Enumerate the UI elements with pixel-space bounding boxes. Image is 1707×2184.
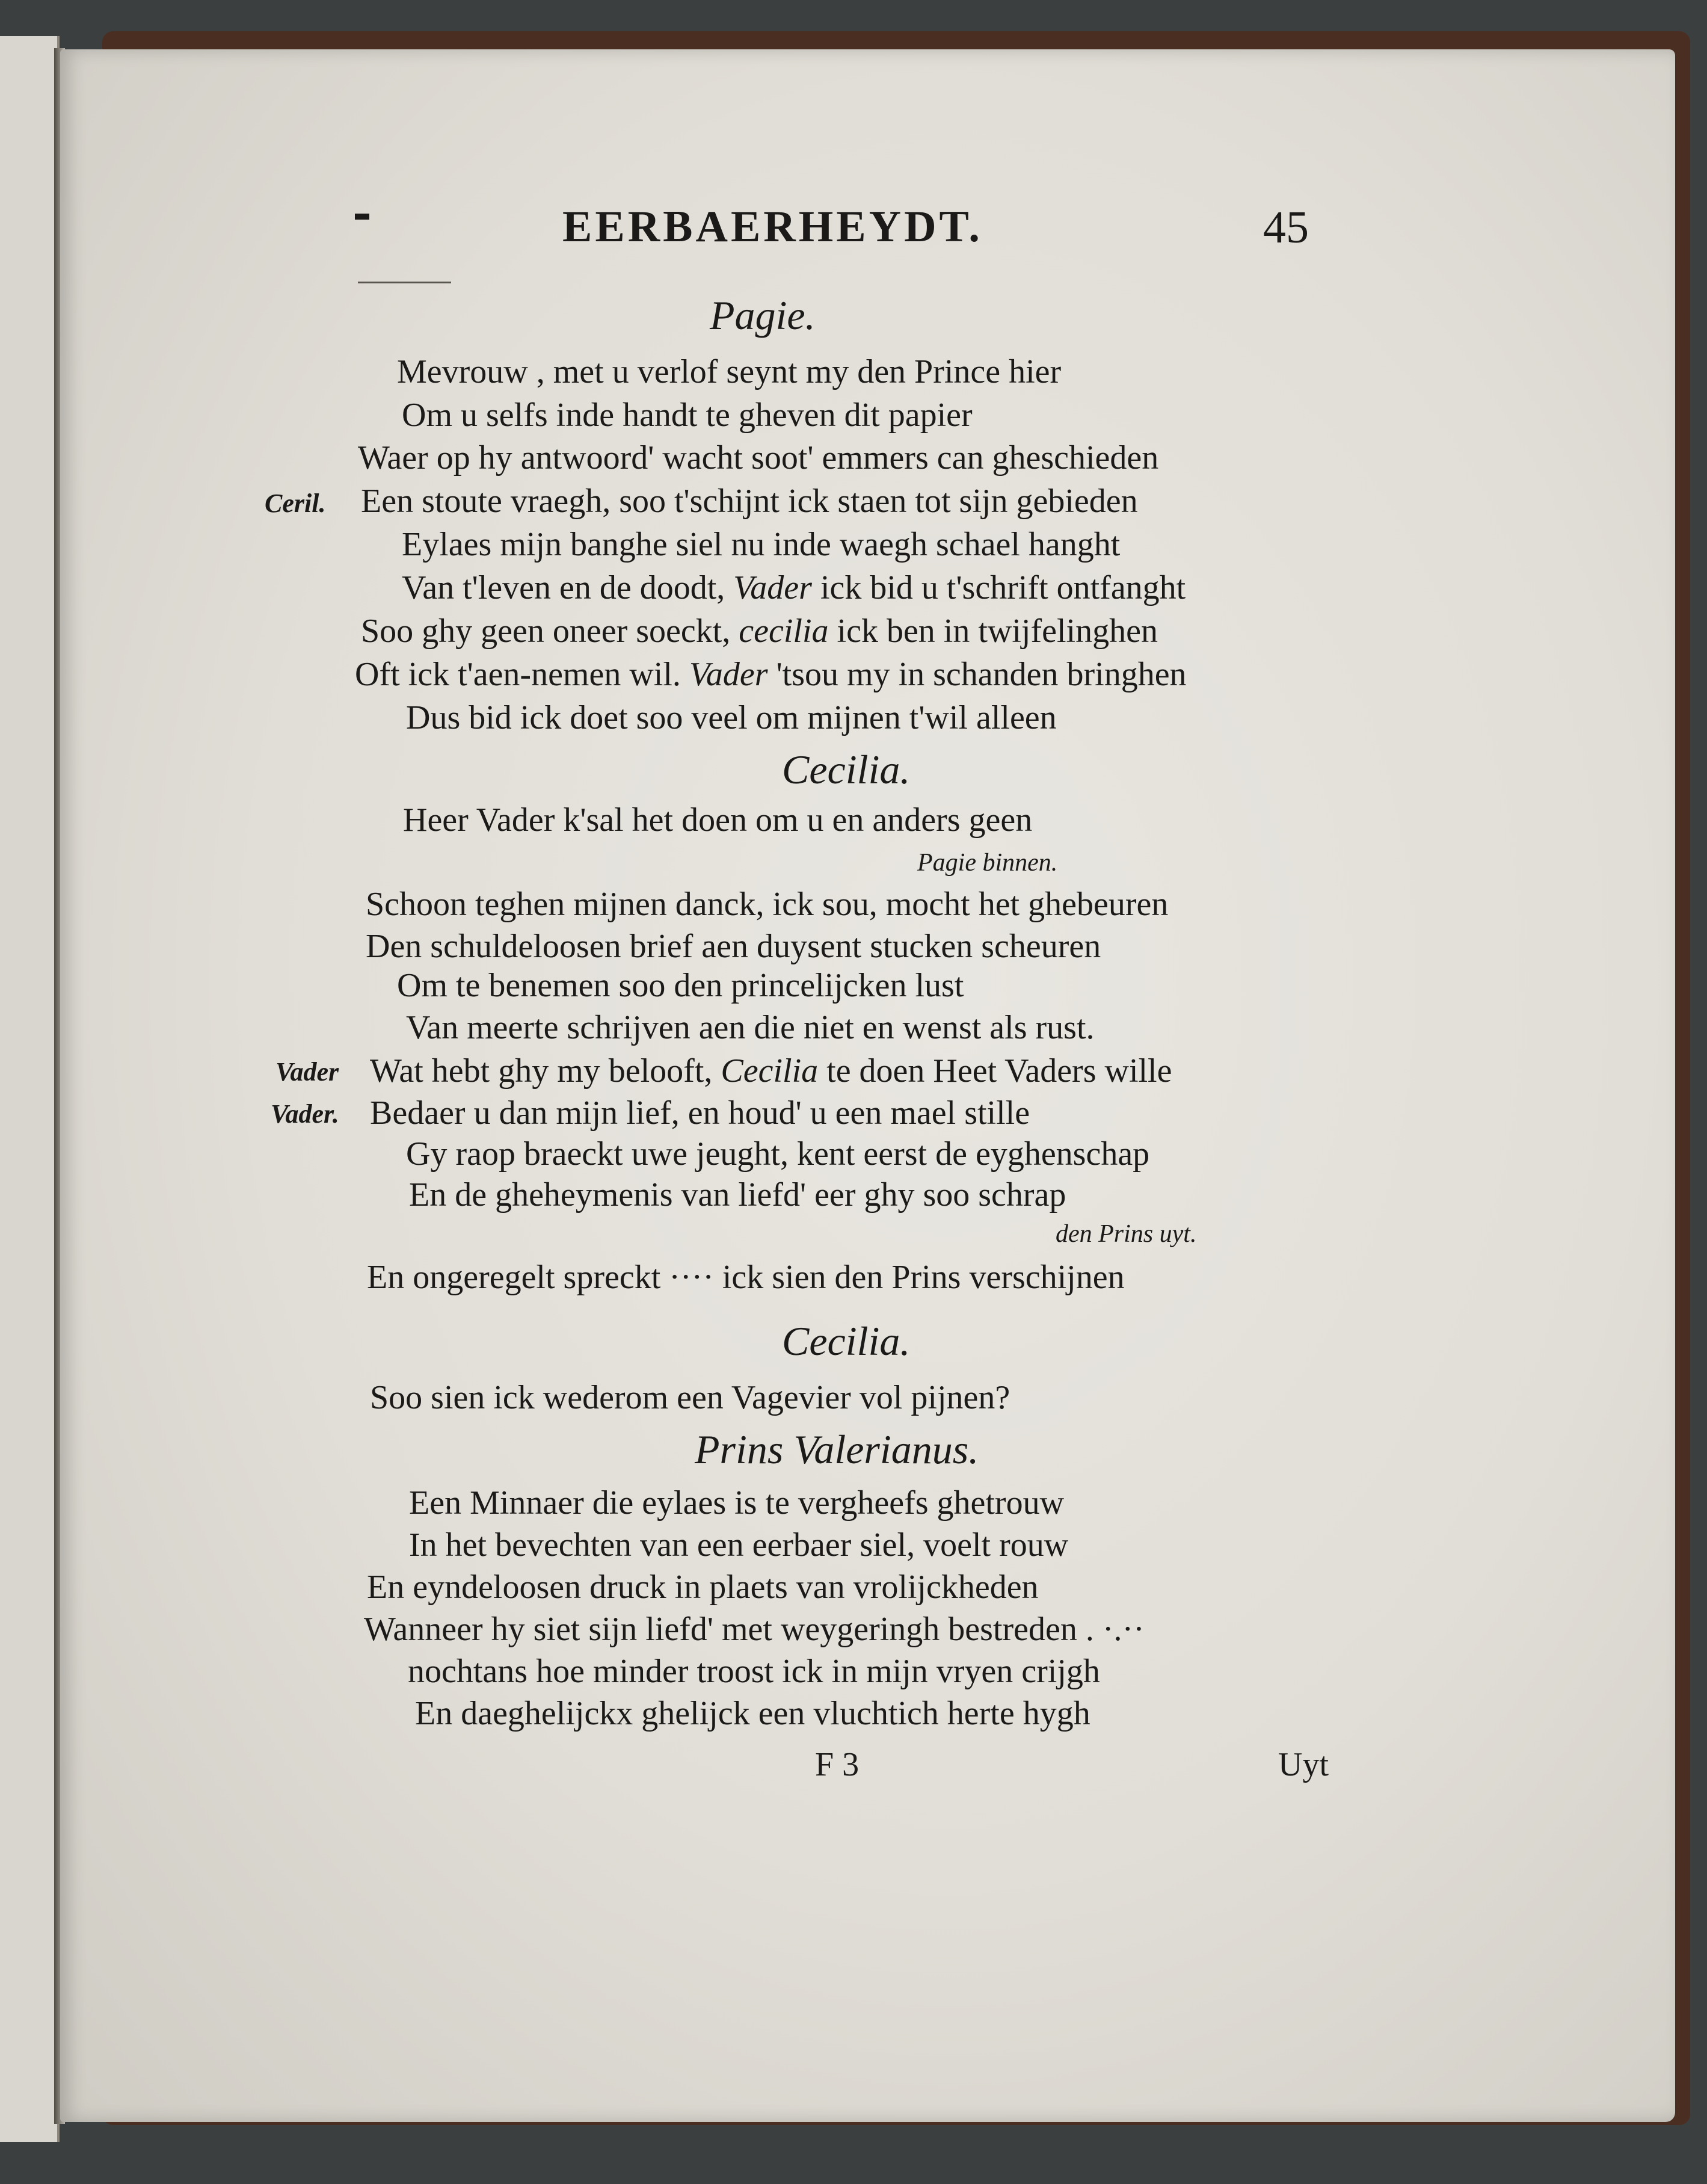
- verse-line: En de gheheymenis van liefd' eer ghy soo schrap: [409, 1176, 1066, 1214]
- verse-text: te doen Heet Vaders wille: [826, 1052, 1172, 1090]
- name-in-verse: cecilia: [739, 612, 829, 650]
- catchword: Uyt: [1278, 1746, 1329, 1783]
- name-in-verse: Cecilia: [721, 1052, 819, 1090]
- verse-line: Waer op hy antwoord' wacht soot' emmers can gheschieden: [358, 439, 1159, 477]
- verse-line: [355, 658, 1187, 691]
- name-in-verse: Vader: [733, 569, 812, 606]
- verse-line: Een Minnaer die eylaes is te vergheefs ghetrouw: [409, 1484, 1065, 1522]
- verse-line: En daeghelijckx ghelijck een vluchtich herte hygh: [415, 1695, 1090, 1732]
- verse-line: Mevrouw , met u verlof seynt my den Prince hier: [397, 353, 1062, 390]
- verse-text: Oft ick t'aen-nemen wil.: [355, 656, 681, 693]
- verse-line: [370, 1054, 1172, 1088]
- verse-line: Van meerte schrijven aen die niet en wenst als rust.: [406, 1009, 1095, 1046]
- verse-line: Heer Vader k'sal het doen om u en anders geen: [403, 801, 1033, 839]
- speaker-heading: Cecilia.: [782, 747, 911, 792]
- stray-marks: . ·.··: [1085, 1611, 1145, 1648]
- verse-line: Bedaer u dan mijn lief, en houd' u een mael stille: [370, 1094, 1030, 1132]
- verse-text: Wat hebt ghy my belooft,: [370, 1052, 713, 1090]
- speaker-heading: Prins Valerianus.: [695, 1427, 979, 1472]
- verse-line: Gy raop braeckt uwe jeught, kent eerst de eyghenschap: [406, 1135, 1150, 1173]
- running-title: EERBAERHEYDT.: [562, 202, 983, 251]
- page-number: 45: [1263, 202, 1309, 253]
- verse-line: [361, 614, 1158, 648]
- speaker-label: Vader: [275, 1057, 339, 1087]
- verse-line: Soo sien ick wederom een Vagevier vol pijnen?: [370, 1379, 1010, 1416]
- verse-text: ick ben in twijfelinghen: [837, 612, 1158, 650]
- verse-line: Om te benemen soo den princelijcken lust: [397, 967, 964, 1004]
- speaker-heading: Cecilia.: [782, 1318, 911, 1364]
- verse-line: Dus bid ick doet soo veel om mijnen t'wil alleen: [406, 699, 1057, 736]
- verse-line: Om u selfs inde handt te gheven dit papier: [402, 396, 973, 434]
- verse-text: ick bid u t'schrift ontfanght: [820, 569, 1186, 606]
- verse-line: En eyndeloosen druck in plaets van vrolijckheden: [367, 1569, 1039, 1606]
- verse-line: [402, 571, 1186, 605]
- verse-line: Den schuldeloosen brief aen duysent stucken scheuren: [366, 928, 1101, 965]
- verse-line: nochtans hoe minder troost ick in mijn vryen crijgh: [408, 1653, 1100, 1690]
- printer-mark: [355, 214, 369, 220]
- stage-direction: den Prins uyt.: [1056, 1220, 1197, 1248]
- verse-line: Eylaes mijn banghe siel nu inde waegh schael hanght: [402, 526, 1121, 563]
- left-page-edge: [0, 36, 60, 2142]
- verse-text: Soo ghy geen oneer soeckt,: [361, 612, 731, 650]
- speaker-label: Ceril.: [265, 489, 326, 518]
- verse-text: Wanneer hy siet sijn liefd' met weygeringh bestreden: [364, 1611, 1077, 1648]
- verse-text: 'tsou my in schanden bringhen: [776, 656, 1187, 693]
- speaker-heading: Pagie.: [710, 292, 816, 338]
- name-in-verse: Vader: [689, 656, 768, 693]
- verse-line: In het bevechten van een eerbaer siel, voelt rouw: [409, 1526, 1069, 1564]
- speaker-label: Vader.: [271, 1099, 339, 1129]
- verse-line: Schoon teghen mijnen danck, ick sou, mocht het ghebeuren: [366, 886, 1169, 923]
- verse-line: Een stoute vraegh, soo t'schijnt ick staen tot sijn gebieden: [361, 483, 1138, 520]
- verse-text: Van t'leven en de doodt,: [402, 569, 725, 606]
- verse-line: [364, 1612, 1145, 1646]
- verse-line: En ongeregelt spreckt ···· ick sien den Prins verschijnen: [367, 1259, 1125, 1296]
- stage-direction: Pagie binnen.: [917, 849, 1058, 877]
- pencil-stroke: [358, 282, 451, 283]
- signature-mark: F 3: [815, 1746, 860, 1783]
